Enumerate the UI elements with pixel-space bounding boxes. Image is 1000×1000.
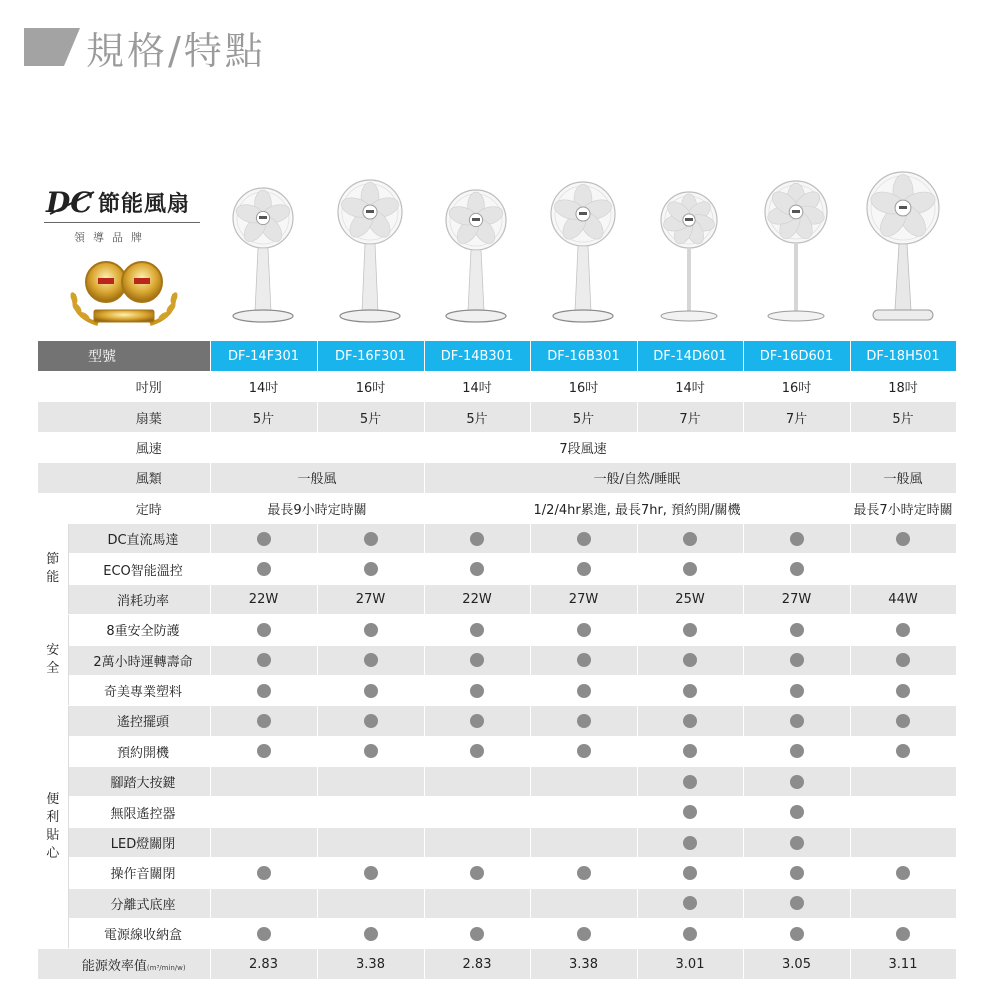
check-dot-icon (470, 684, 484, 698)
gold-award-icon (64, 254, 184, 330)
check-dot-icon (577, 714, 591, 728)
power-cell: 22W (424, 584, 530, 614)
row-label: 扇葉 (38, 402, 210, 432)
empty-cell (210, 797, 317, 827)
speed-cell: 7段風速 (210, 432, 956, 462)
feature-label: 奇美專業塑料 (68, 675, 210, 705)
power-cell: 27W (530, 584, 637, 614)
check-dot-icon (364, 562, 378, 576)
feature-label: 操作音關閉 (68, 858, 210, 888)
blades-cell: 7片 (637, 402, 743, 432)
category-energy: 節能 (38, 523, 68, 614)
empty-cell (424, 888, 530, 918)
check-dot-icon (790, 684, 804, 698)
efficiency-label-text: 能源效率值 (81, 958, 147, 974)
dc-logo-text: DC (46, 186, 93, 219)
check-dot-icon (257, 653, 271, 667)
section-title: 規格/特點 (86, 28, 266, 73)
check-dot-icon (683, 623, 697, 637)
check-dot-icon (683, 775, 697, 789)
check-dot-icon (470, 532, 484, 546)
model-header: DF-16D601 (743, 341, 850, 372)
check-dot-icon (577, 684, 591, 698)
check-dot-icon (577, 562, 591, 576)
empty-cell (530, 888, 637, 918)
parallelogram-mark-icon (24, 28, 80, 66)
feature-label: ECO智能溫控 (68, 554, 210, 584)
empty-cell (317, 797, 424, 827)
check-dot-icon (896, 744, 910, 758)
fan-image (210, 170, 316, 330)
check-dot-icon (364, 623, 378, 637)
feature-label: 預約開機 (68, 736, 210, 766)
dc-logo-icon (44, 186, 96, 220)
model-header: DF-14B301 (424, 341, 530, 372)
feature-row (38, 615, 956, 645)
efficiency-cell: 2.83 (424, 949, 530, 979)
model-header: DF-18H501 (850, 341, 956, 372)
wind-type-cell: 一般風 (850, 463, 956, 493)
check-dot-icon (790, 623, 804, 637)
feature-label: 遙控擺頭 (68, 706, 210, 736)
wind-type-row (38, 463, 956, 493)
model-header: DF-16B301 (530, 341, 637, 372)
efficiency-cell: 2.83 (210, 949, 317, 979)
spec-table (38, 341, 957, 979)
feature-label: 2萬小時運轉壽命 (68, 645, 210, 675)
check-dot-icon (470, 562, 484, 576)
feature-row (38, 706, 956, 736)
check-dot-icon (577, 927, 591, 941)
wind-type-cell: 一般風 (210, 463, 424, 493)
feature-label: 分離式底座 (68, 888, 210, 918)
category-convenience: 便利貼心 (38, 706, 68, 949)
timer-cell: 最長9小時定時關 (210, 493, 424, 523)
check-dot-icon (790, 896, 804, 910)
check-dot-icon (683, 896, 697, 910)
brand-divider (44, 222, 200, 223)
category-safety: 安全 (38, 615, 68, 706)
blades-cell: 5片 (424, 402, 530, 432)
check-dot-icon (257, 927, 271, 941)
check-dot-icon (683, 805, 697, 819)
empty-cell (424, 827, 530, 857)
fan-image (636, 170, 742, 330)
feature-row (38, 736, 956, 766)
power-cell: 44W (850, 584, 956, 614)
check-dot-icon (364, 866, 378, 880)
empty-cell (210, 827, 317, 857)
check-dot-icon (577, 866, 591, 880)
feature-label: 8重安全防護 (68, 615, 210, 645)
feature-label: 消耗功率 (68, 584, 210, 614)
timer-cell: 最長7小時定時關 (850, 493, 956, 523)
feature-row (38, 767, 956, 797)
speed-row (38, 432, 956, 462)
model-header: DF-14D601 (637, 341, 743, 372)
model-header: DF-14F301 (210, 341, 317, 372)
efficiency-cell: 3.38 (530, 949, 637, 979)
power-row (38, 584, 956, 614)
check-dot-icon (257, 866, 271, 880)
section-heading (24, 22, 266, 72)
empty-cell (850, 827, 956, 857)
timer-row (38, 493, 956, 523)
feature-label: LED燈關閉 (68, 827, 210, 857)
feature-row (38, 919, 956, 949)
check-dot-icon (577, 532, 591, 546)
check-dot-icon (790, 775, 804, 789)
empty-cell (850, 554, 956, 584)
feature-label: 腳踏大按鍵 (68, 767, 210, 797)
brand-subtitle: 領導品牌 (74, 231, 150, 244)
blades-cell: 7片 (743, 402, 850, 432)
wind-type-cell: 一般/自然/睡眠 (424, 463, 850, 493)
brand-block (44, 186, 204, 245)
check-dot-icon (257, 714, 271, 728)
model-header: DF-16F301 (317, 341, 424, 372)
check-dot-icon (577, 744, 591, 758)
empty-cell (424, 767, 530, 797)
feature-label: DC直流馬達 (68, 523, 210, 553)
check-dot-icon (790, 927, 804, 941)
check-dot-icon (896, 927, 910, 941)
size-cell: 14吋 (637, 372, 743, 402)
fan-image (743, 170, 849, 330)
check-dot-icon (470, 653, 484, 667)
power-cell: 25W (637, 584, 743, 614)
feature-row (38, 888, 956, 918)
feature-row (38, 827, 956, 857)
check-dot-icon (577, 653, 591, 667)
check-dot-icon (790, 805, 804, 819)
blades-cell: 5片 (317, 402, 424, 432)
check-dot-icon (790, 562, 804, 576)
header-label: 型號 (38, 341, 210, 372)
power-cell: 22W (210, 584, 317, 614)
check-dot-icon (683, 532, 697, 546)
efficiency-row (38, 949, 956, 979)
fan-image (317, 170, 423, 330)
row-label: 風速 (38, 432, 210, 462)
check-dot-icon (470, 623, 484, 637)
feature-label: 電源線收納盒 (68, 919, 210, 949)
feature-row (38, 554, 956, 584)
check-dot-icon (683, 744, 697, 758)
check-dot-icon (683, 836, 697, 850)
size-cell: 14吋 (424, 372, 530, 402)
row-label: 定時 (38, 493, 210, 523)
empty-cell (850, 767, 956, 797)
feature-row (38, 858, 956, 888)
brand-name: 節能風扇 (98, 192, 191, 217)
fan-image (850, 170, 956, 330)
blades-cell: 5片 (850, 402, 956, 432)
empty-cell (530, 797, 637, 827)
check-dot-icon (364, 744, 378, 758)
feature-row (38, 523, 956, 553)
size-cell: 16吋 (743, 372, 850, 402)
check-dot-icon (257, 744, 271, 758)
check-dot-icon (257, 623, 271, 637)
check-dot-icon (257, 562, 271, 576)
check-dot-icon (470, 744, 484, 758)
empty-cell (317, 827, 424, 857)
empty-cell (424, 797, 530, 827)
power-cell: 27W (743, 584, 850, 614)
efficiency-cell: 3.38 (317, 949, 424, 979)
check-dot-icon (683, 714, 697, 728)
check-dot-icon (896, 684, 910, 698)
check-dot-icon (683, 866, 697, 880)
fan-image (530, 170, 636, 330)
check-dot-icon (790, 532, 804, 546)
check-dot-icon (364, 684, 378, 698)
feature-row (38, 797, 956, 827)
check-dot-icon (896, 653, 910, 667)
check-dot-icon (683, 562, 697, 576)
timer-cell: 1/2/4hr累進, 最長7hr, 預約開/關機 (424, 493, 850, 523)
empty-cell (530, 767, 637, 797)
empty-cell (210, 888, 317, 918)
fan-product-gallery (210, 170, 956, 330)
efficiency-cell: 3.01 (637, 949, 743, 979)
check-dot-icon (470, 714, 484, 728)
power-cell: 27W (317, 584, 424, 614)
check-dot-icon (790, 866, 804, 880)
check-dot-icon (257, 684, 271, 698)
check-dot-icon (470, 866, 484, 880)
check-dot-icon (577, 623, 591, 637)
check-dot-icon (790, 744, 804, 758)
empty-cell (317, 767, 424, 797)
check-dot-icon (683, 653, 697, 667)
blades-row (38, 402, 956, 432)
check-dot-icon (683, 927, 697, 941)
size-cell: 16吋 (317, 372, 424, 402)
blades-cell: 5片 (530, 402, 637, 432)
check-dot-icon (790, 836, 804, 850)
size-cell: 14吋 (210, 372, 317, 402)
efficiency-label (38, 949, 210, 979)
row-label: 風類 (38, 463, 210, 493)
check-dot-icon (364, 532, 378, 546)
check-dot-icon (896, 532, 910, 546)
check-dot-icon (364, 653, 378, 667)
check-dot-icon (790, 714, 804, 728)
blades-cell: 5片 (210, 402, 317, 432)
check-dot-icon (896, 623, 910, 637)
check-dot-icon (896, 714, 910, 728)
size-cell: 18吋 (850, 372, 956, 402)
efficiency-cell: 3.05 (743, 949, 850, 979)
check-dot-icon (896, 866, 910, 880)
check-dot-icon (683, 684, 697, 698)
empty-cell (317, 888, 424, 918)
check-dot-icon (364, 927, 378, 941)
header-row (38, 341, 956, 372)
check-dot-icon (257, 532, 271, 546)
fan-image (423, 170, 529, 330)
check-dot-icon (790, 653, 804, 667)
check-dot-icon (470, 927, 484, 941)
efficiency-unit: (m³/min/w) (146, 963, 186, 972)
feature-label: 無限遙控器 (68, 797, 210, 827)
size-cell: 16吋 (530, 372, 637, 402)
row-label: 吋別 (38, 372, 210, 402)
feature-row (38, 645, 956, 675)
efficiency-cell: 3.11 (850, 949, 956, 979)
empty-cell (850, 888, 956, 918)
feature-row (38, 675, 956, 705)
empty-cell (530, 827, 637, 857)
empty-cell (210, 767, 317, 797)
size-row (38, 372, 956, 402)
empty-cell (850, 797, 956, 827)
check-dot-icon (364, 714, 378, 728)
